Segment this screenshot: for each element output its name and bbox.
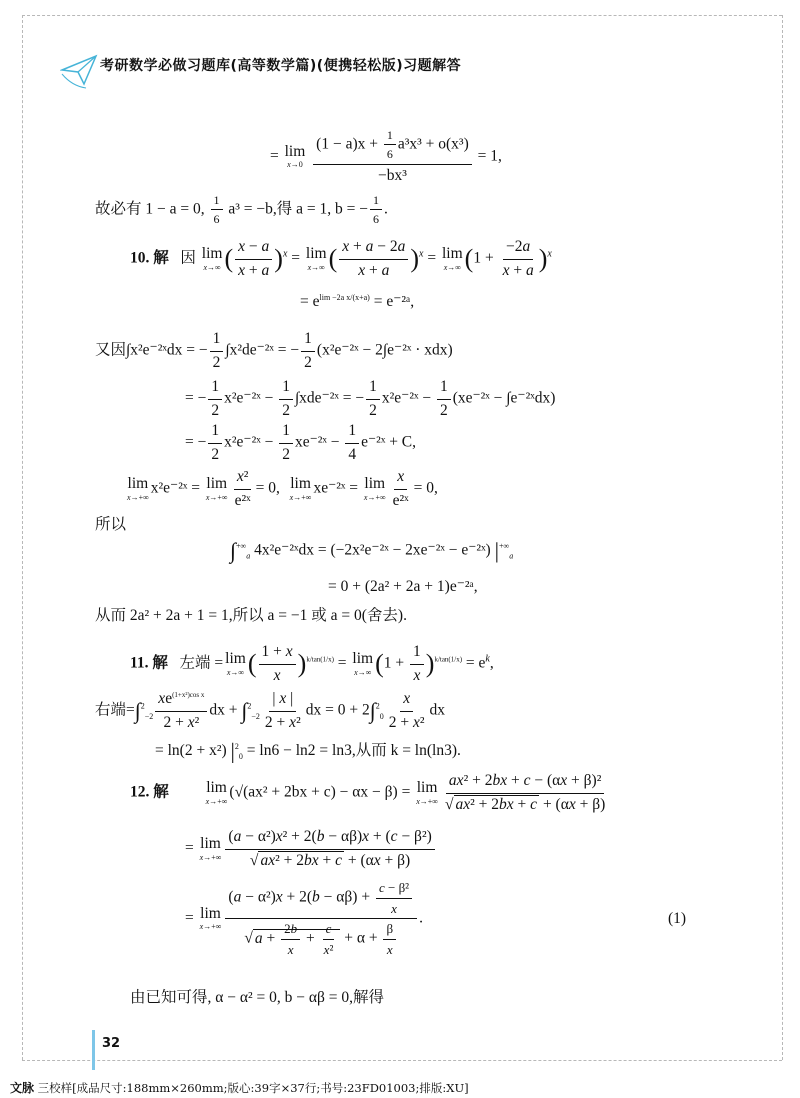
p11-label: 11. 解 <box>130 654 168 672</box>
p10-line-6: lim x→+∞ x²e⁻²ˣ = lim x→+∞ $\frac{\text{x²}}{\text{e²ˣ}}$ = 0, lim x→+∞ xe⁻²ˣ = lim x→+∞ $\frac{x}{\text{e²ˣ}}$ = 0, <box>127 468 438 509</box>
l1-num: (1 − a)x + <box>316 135 382 153</box>
frame-top <box>22 15 782 16</box>
equation-number: (1) <box>668 910 687 927</box>
page-number: 32 <box>102 1036 121 1051</box>
p10-line-5: = − $\frac{1}{2}$ x²e⁻²ˣ − $\frac{1}{2}$ xe⁻²ˣ − $\frac{1}{4}$ e⁻²ˣ + C, <box>185 422 417 463</box>
p12-line-3: = lim x→+∞ (a − α²)x + 2(b − αβ) + $\frac{\text{c − β²}}{x}$ √ a + $\frac{2b}{x}$ + $\frac{c}{\text{x²}}$ + α + $\frac{\beta}{x}$ . <box>185 880 423 957</box>
p11-line-2: 右端=∫$^2_{-2}$ $\frac{xe^{(1+x^2)cos x}}{\text{2 + x²}}$ dx + ∫$^2_{-2}$ $\frac{| x |}{\text{2 + x²}}$ dx = 0 + 2∫$^2_0$ $\frac{x}{\text{2 + x²}}$ dx <box>95 690 446 731</box>
p10-line-3: 又因∫x²e⁻²ˣdx = − $\frac{1}{2}$ ∫x²de⁻²ˣ = − $\frac{1}{2}$ (x²e⁻²ˣ − 2∫e⁻²ˣ · xdx) <box>95 330 453 371</box>
footer-printer-info <box>10 1079 469 1096</box>
p10-line-9: = 0 + (2a² + 2a + 1)e⁻²ᵃ, <box>328 578 478 595</box>
p10-line-1: 10. 解 因 lim x→∞ ( $\frac{x - a}{x + a}$ )$^x$ = lim x→∞ ( $\frac{x + a - 2a}{x + a}$ )$^x$ = lim x→∞ (1 + $\frac{-2a}{x + a}$ )$^x$ <box>130 238 552 279</box>
eq-line-2: 故必有 1 − a = 0, $\frac{1}{6}$ a³ = −b,得 a = 1, b = − $\frac{1}{6}$ . <box>95 193 388 227</box>
footer-brand: 文脉 <box>10 1081 35 1095</box>
p12-line-2: = lim x→+∞ $\frac{\text{(a − α²)x² + 2(b − αβ)x + (c − β²)}}{\text{√ ax² + 2bx + c + (αx + β)}}$ <box>185 828 437 870</box>
p10-line-7: 所以 <box>95 516 127 533</box>
page-number-bar <box>92 1030 95 1070</box>
eq-line-1: = lim x→0 (1 − a)x + $\frac{1}{6}$ a³x³ + o(x³) −bx³ = 1, <box>270 128 502 184</box>
p10-line-8: $\int^{+\infty}_a$ 4x²e⁻²ˣdx = (−2x²e⁻²ˣ − 2xe⁻²ˣ − e⁻²ˣ) $|^{+\infty}_a$ <box>230 538 514 563</box>
p11-line-1: 11. 解 左端 = lim x→∞ ( $\frac{1 + x}{x}$ )$^{k/tan(1/x)}$ = lim x→∞ (1 + $\frac{1}{x}$ )$^{k/tan(1/x)} = e^k$, <box>130 643 494 684</box>
header-title: 考研数学必做习题库(高等数学篇)(便携轻松版)习题解答 <box>100 58 462 74</box>
frame-right <box>782 15 783 1060</box>
p10-line-10: 从而 2a² + 2a + 1 = 1,所以 a = −1 或 a = 0(舍去). <box>95 607 407 624</box>
frame-left <box>22 15 23 1060</box>
p10-label: 10. 解 <box>130 249 169 267</box>
p12-line-4: 由已知可得, α − α² = 0, b − αβ = 0,解得 <box>130 989 384 1006</box>
p12-line-1: 12. 解 lim x→+∞ (√(ax² + 2bx + c) − αx − β) = lim x→+∞ $\frac{\text{ax² + 2bx + c − (αx + β)²}}{\text{√ ax² + 2bx + c + (αx + β)}}$ <box>130 772 606 813</box>
p10-line-4: = − $\frac{1}{2}$ x²e⁻²ˣ − $\frac{1}{2}$ ∫xde⁻²ˣ = − $\frac{1}{2}$ x²e⁻²ˣ − $\frac{1}{2}$ (xe⁻²ˣ − ∫e⁻²ˣdx) <box>185 378 556 419</box>
p11-line-3: = ln(2 + x²) $|^2_0 = \ln 6 - \ln 2 = \ln 3$,从而 k = ln(ln3). <box>155 738 461 764</box>
frame-bottom <box>22 1060 782 1061</box>
p10-line-2: = $e^{lim -2a x/(x+a)}$ = e⁻²ᵃ, <box>300 292 415 310</box>
paper-plane-icon <box>60 50 100 90</box>
p12-label: 12. 解 <box>130 783 169 801</box>
footer-text: 三校样[成品尺寸:188mm×260mm;版心:39字×37行;书号:23FD01003;排版:XU] <box>37 1081 469 1095</box>
